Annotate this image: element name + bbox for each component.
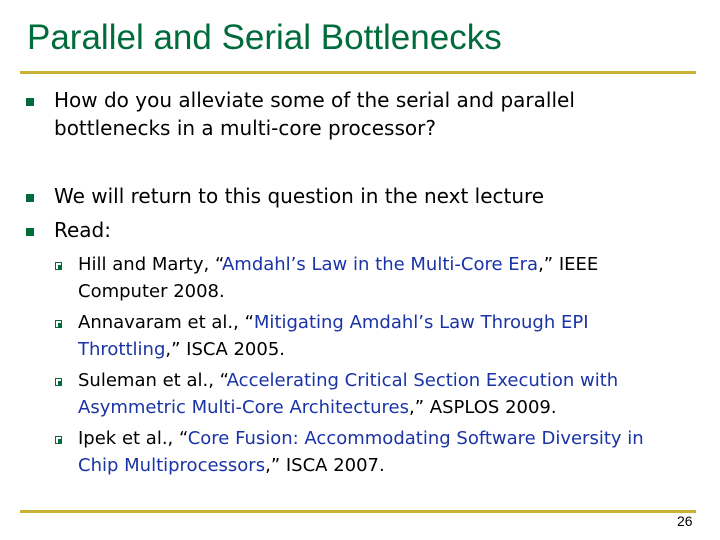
- reading-line: Annavaram et al., “Mitigating Amdahl’s Law Through EPI: [78, 312, 589, 333]
- bullet-text: bottlenecks in a multi-core processor?: [54, 116, 436, 140]
- paper-title: Throttling: [78, 339, 166, 360]
- sub-bullet-icon: [55, 378, 62, 386]
- reading-line: Computer 2008.: [78, 281, 225, 302]
- page-number: 26: [677, 513, 693, 529]
- bullet-square-icon: [26, 194, 34, 202]
- paper-title: Core Fusion: Accommodating Software Diversity in: [187, 428, 644, 449]
- title-underline: [20, 71, 696, 74]
- bullet-square-icon: [26, 228, 34, 236]
- reading-line: Ipek et al., “Core Fusion: Accommodating Software Diversity in: [78, 428, 644, 449]
- paper-title: Asymmetric Multi-Core Architectures: [78, 397, 410, 418]
- paper-title: Amdahl’s Law in the Multi-Core Era: [221, 254, 539, 275]
- paper-title: Accelerating Critical Section Execution with: [226, 370, 619, 391]
- slide-title: Parallel and Serial Bottlenecks: [27, 18, 502, 57]
- reading-line: Suleman et al., “Accelerating Critical Section Execution with: [78, 370, 619, 391]
- bullet-square-icon: [26, 98, 34, 106]
- paper-title: Mitigating Amdahl’s Law Through EPI: [253, 312, 589, 333]
- sub-bullet-icon: [55, 320, 62, 328]
- bullet-text: How do you alleviate some of the serial and parallel: [54, 88, 575, 112]
- sub-bullet-icon: [55, 262, 62, 270]
- bullet-text: Read:: [54, 218, 111, 242]
- bullet-text: We will return to this question in the next lecture: [54, 184, 545, 208]
- paper-title: Chip Multiprocessors: [78, 455, 266, 476]
- reading-line: Asymmetric Multi-Core Architectures,” ASPLOS 2009.: [78, 397, 557, 418]
- footer-rule: [20, 510, 696, 513]
- reading-line: Chip Multiprocessors,” ISCA 2007.: [78, 455, 385, 476]
- reading-line: Hill and Marty, “Amdahl’s Law in the Multi-Core Era,” IEEE: [78, 254, 599, 275]
- sub-bullet-icon: [55, 436, 62, 444]
- reading-line: Throttling,” ISCA 2005.: [78, 339, 286, 360]
